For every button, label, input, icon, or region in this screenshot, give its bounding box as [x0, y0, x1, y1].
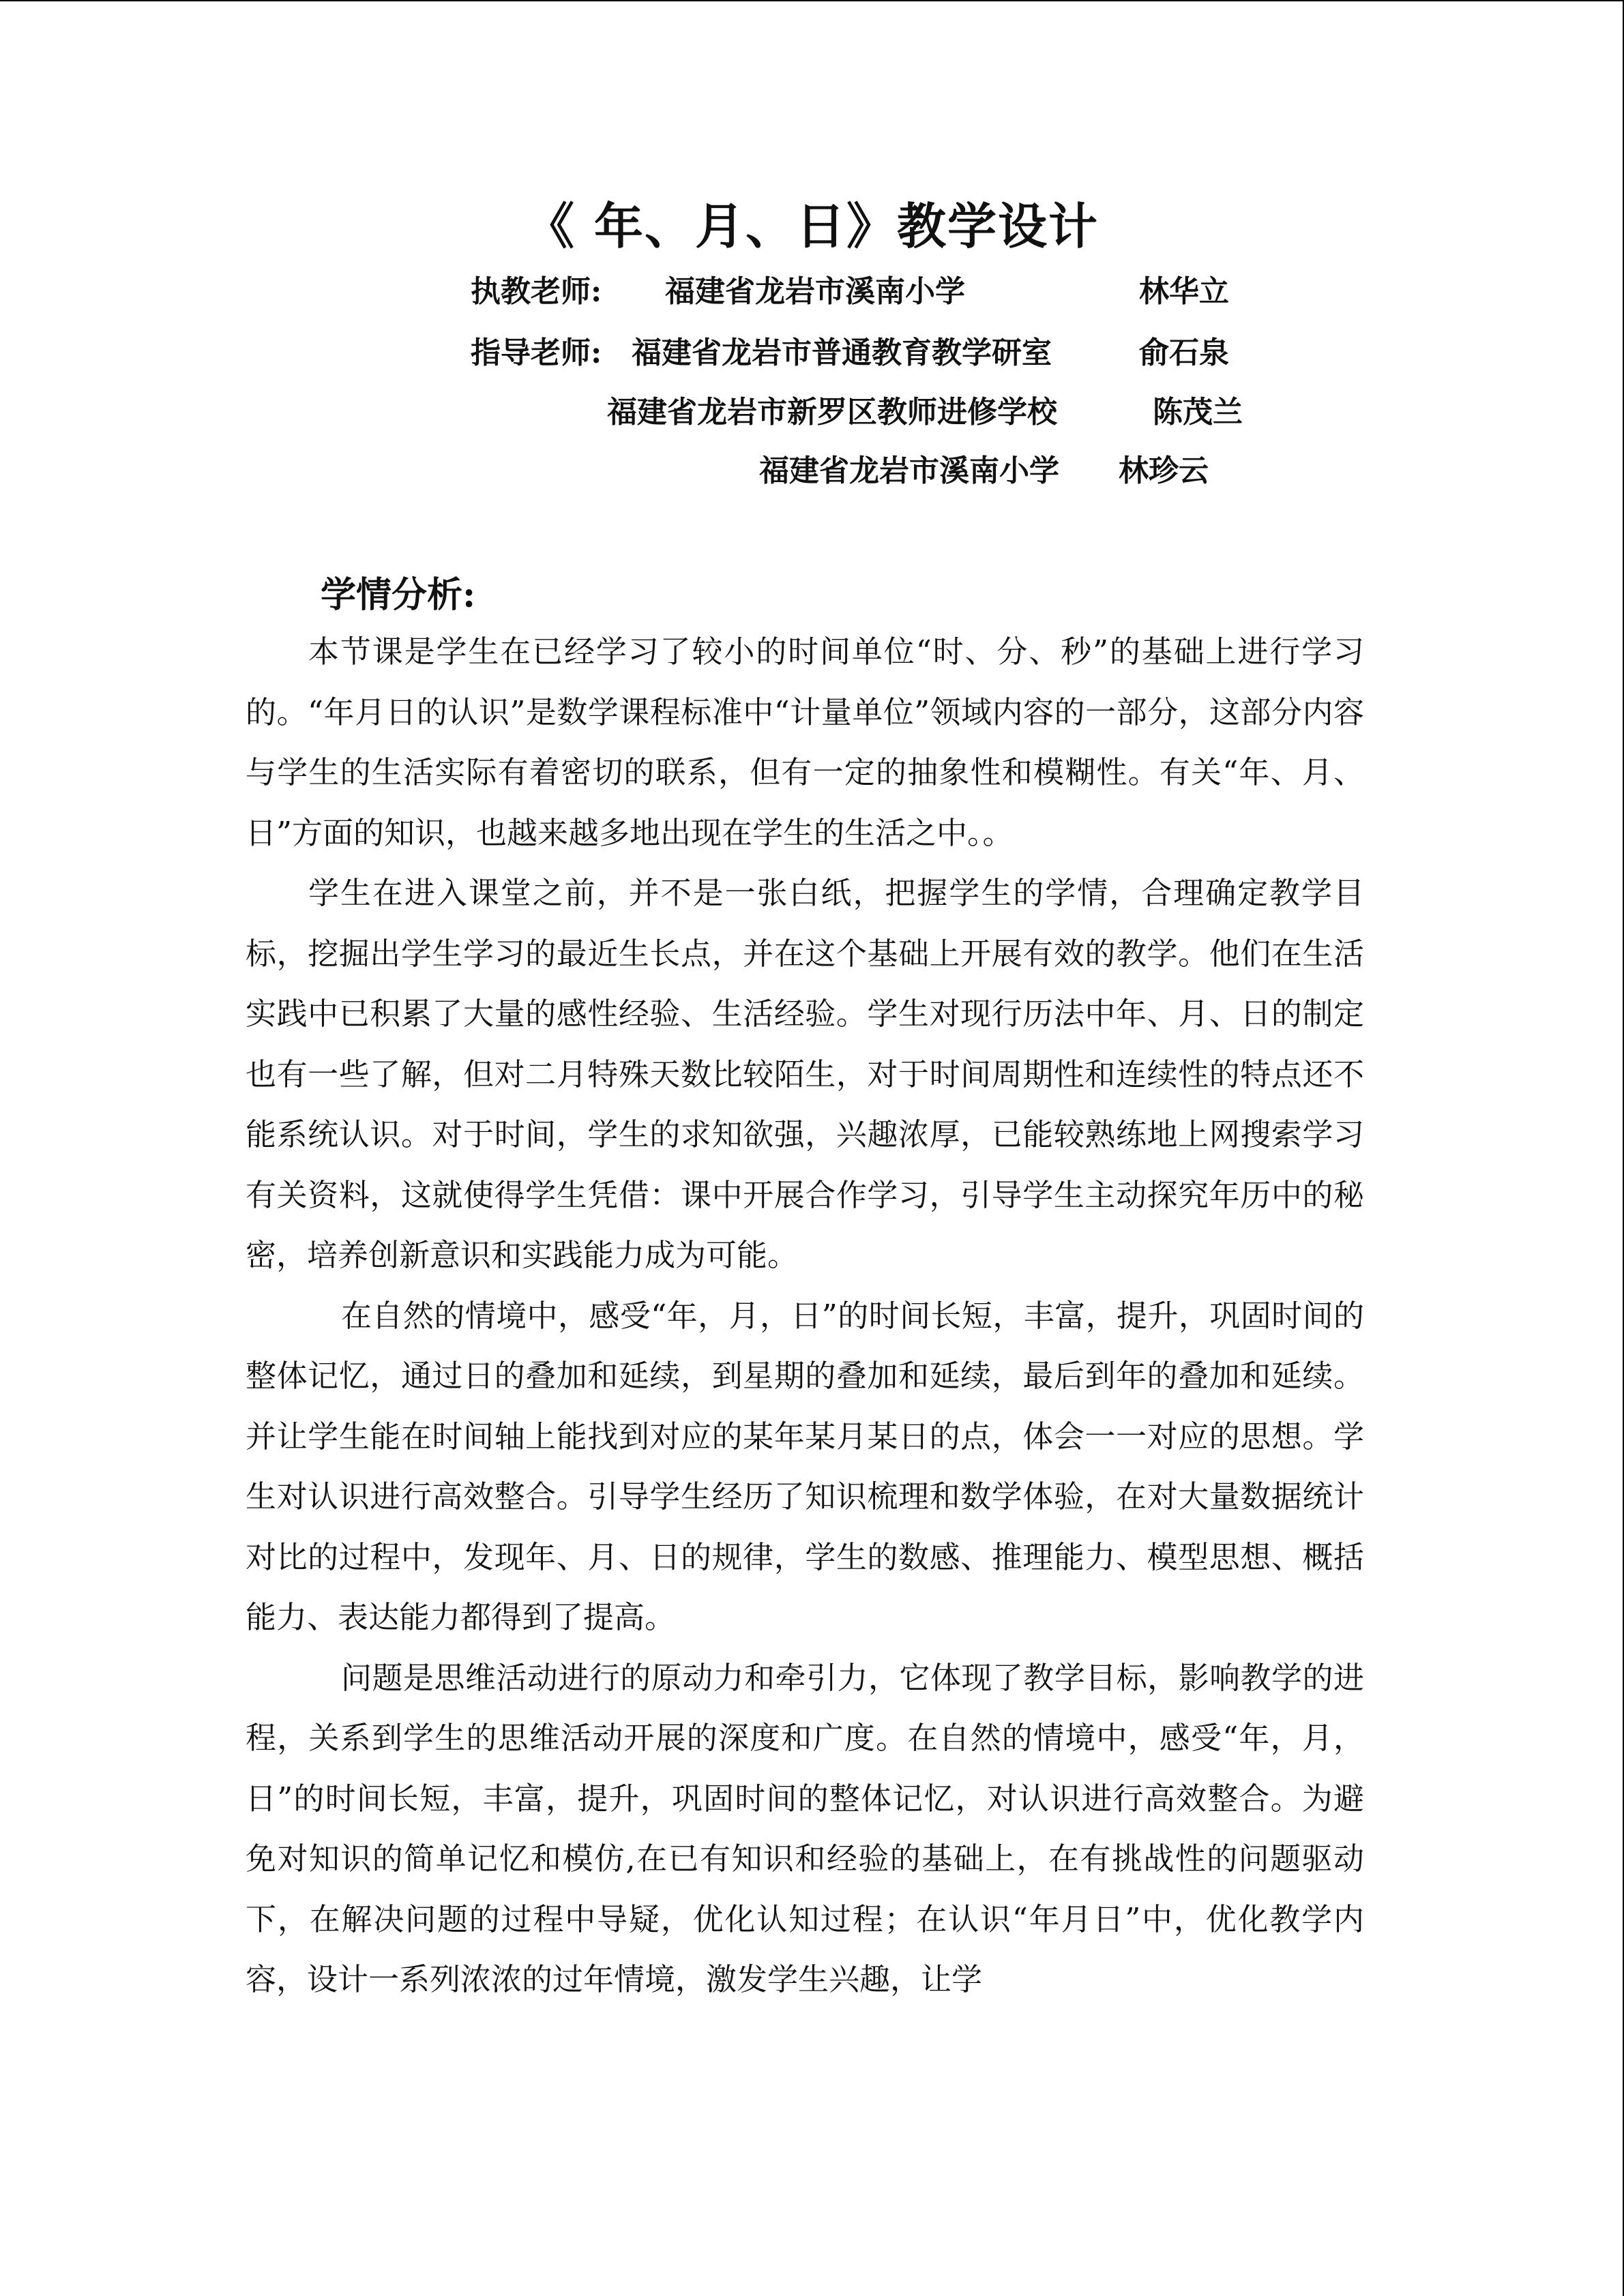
paragraph-3: 在自然的情境中，感受“年，月，日”的时间长短，丰富，提升，巩固时间的整体记忆，通过日的叠加和延续，到星期的叠加和延续，最后到年的叠加和延续。并让学生能在时间轴上能找到对应的某年某月某日的点，体会一一对应的思想。学生对认识进行高效整合。引导学生经历了知识梳理和数学体验，在对大量数据统计对比的过程中，发现年、月、日的规律，学生的数感、推理能力、模型思想、概括能力、表达能力都得到了提高。 [246, 1297, 1364, 1635]
advisor-org-3: 福建省龙岩市溪南小学 [759, 453, 1059, 488]
teacher-name: 林华立 [1139, 274, 1229, 309]
advisor-org-1: 福建省龙岩市普通教育教学研室 [632, 336, 1052, 370]
paragraph-1: 本节课是学生在已经学习了较小的时间单位“时、分、秒”的基础上进行学习的。“年月日的认识”是数学课程标准中“计量单位”领域内容的一部分，这部分内容与学生的生活实际有着密切的联系，但有一定的抽象性和模糊性。有关“年、月、日”方面的知识，也越来越多地出现在学生的生活之中。。 [246, 633, 1364, 851]
body-text [246, 622, 1364, 2010]
teacher-school: 福建省龙岩市溪南小学 [665, 274, 965, 309]
teacher-label: 执教老师: [471, 274, 602, 309]
paragraph-4: 问题是思维活动进行的原动力和牵引力，它体现了教学目标，影响教学的进程，关系到学生的思维活动开展的深度和广度。在自然的情境中，感受“年，月，日”的时间长短，丰富，提升，巩固时间的整体记忆，对认识进行高效整合。为避免对知识的简单记忆和模仿,在已有知识和经验的基础上，在有挑战性的问题驱动下，在解决问题的过程中导疑，优化认知过程；在认识“年月日”中，优化教学内容，设计一系列浓浓的过年情境，激发学生兴趣，让学 [246, 1659, 1364, 1997]
advisor-org-2: 福建省龙岩市新罗区教师进修学校 [607, 395, 1057, 430]
advisor-name-1: 俞石泉 [1139, 336, 1229, 370]
advisor-name-2: 陈茂兰 [1153, 395, 1243, 430]
section-heading: 学情分析: [321, 574, 476, 616]
advisor-label: 指导老师: [471, 336, 602, 370]
paragraph-2: 学生在进入课堂之前，并不是一张白纸，把握学生的学情，合理确定教学目标，挖掘出学生学习的最近生长点，并在这个基础上开展有效的教学。他们在生活实践中已积累了大量的感性经验、生活经验。学生对现行历法中年、月、日的制定也有一些了解，但对二月特殊天数比较陌生，对于时间周期性和连续性的特点还不能系统认识。对于时间，学生的求知欲强，兴趣浓厚，已能较熟练地上网搜索学习有关资料，这就使得学生凭借：课中开展合作学习，引导学生主动探究年历中的秘密，培养创新意识和实践能力成为可能。 [246, 875, 1364, 1273]
advisor-name-3: 林珍云 [1119, 453, 1209, 488]
document-title: 《 年、月、日》教学设计 [525, 197, 1099, 255]
